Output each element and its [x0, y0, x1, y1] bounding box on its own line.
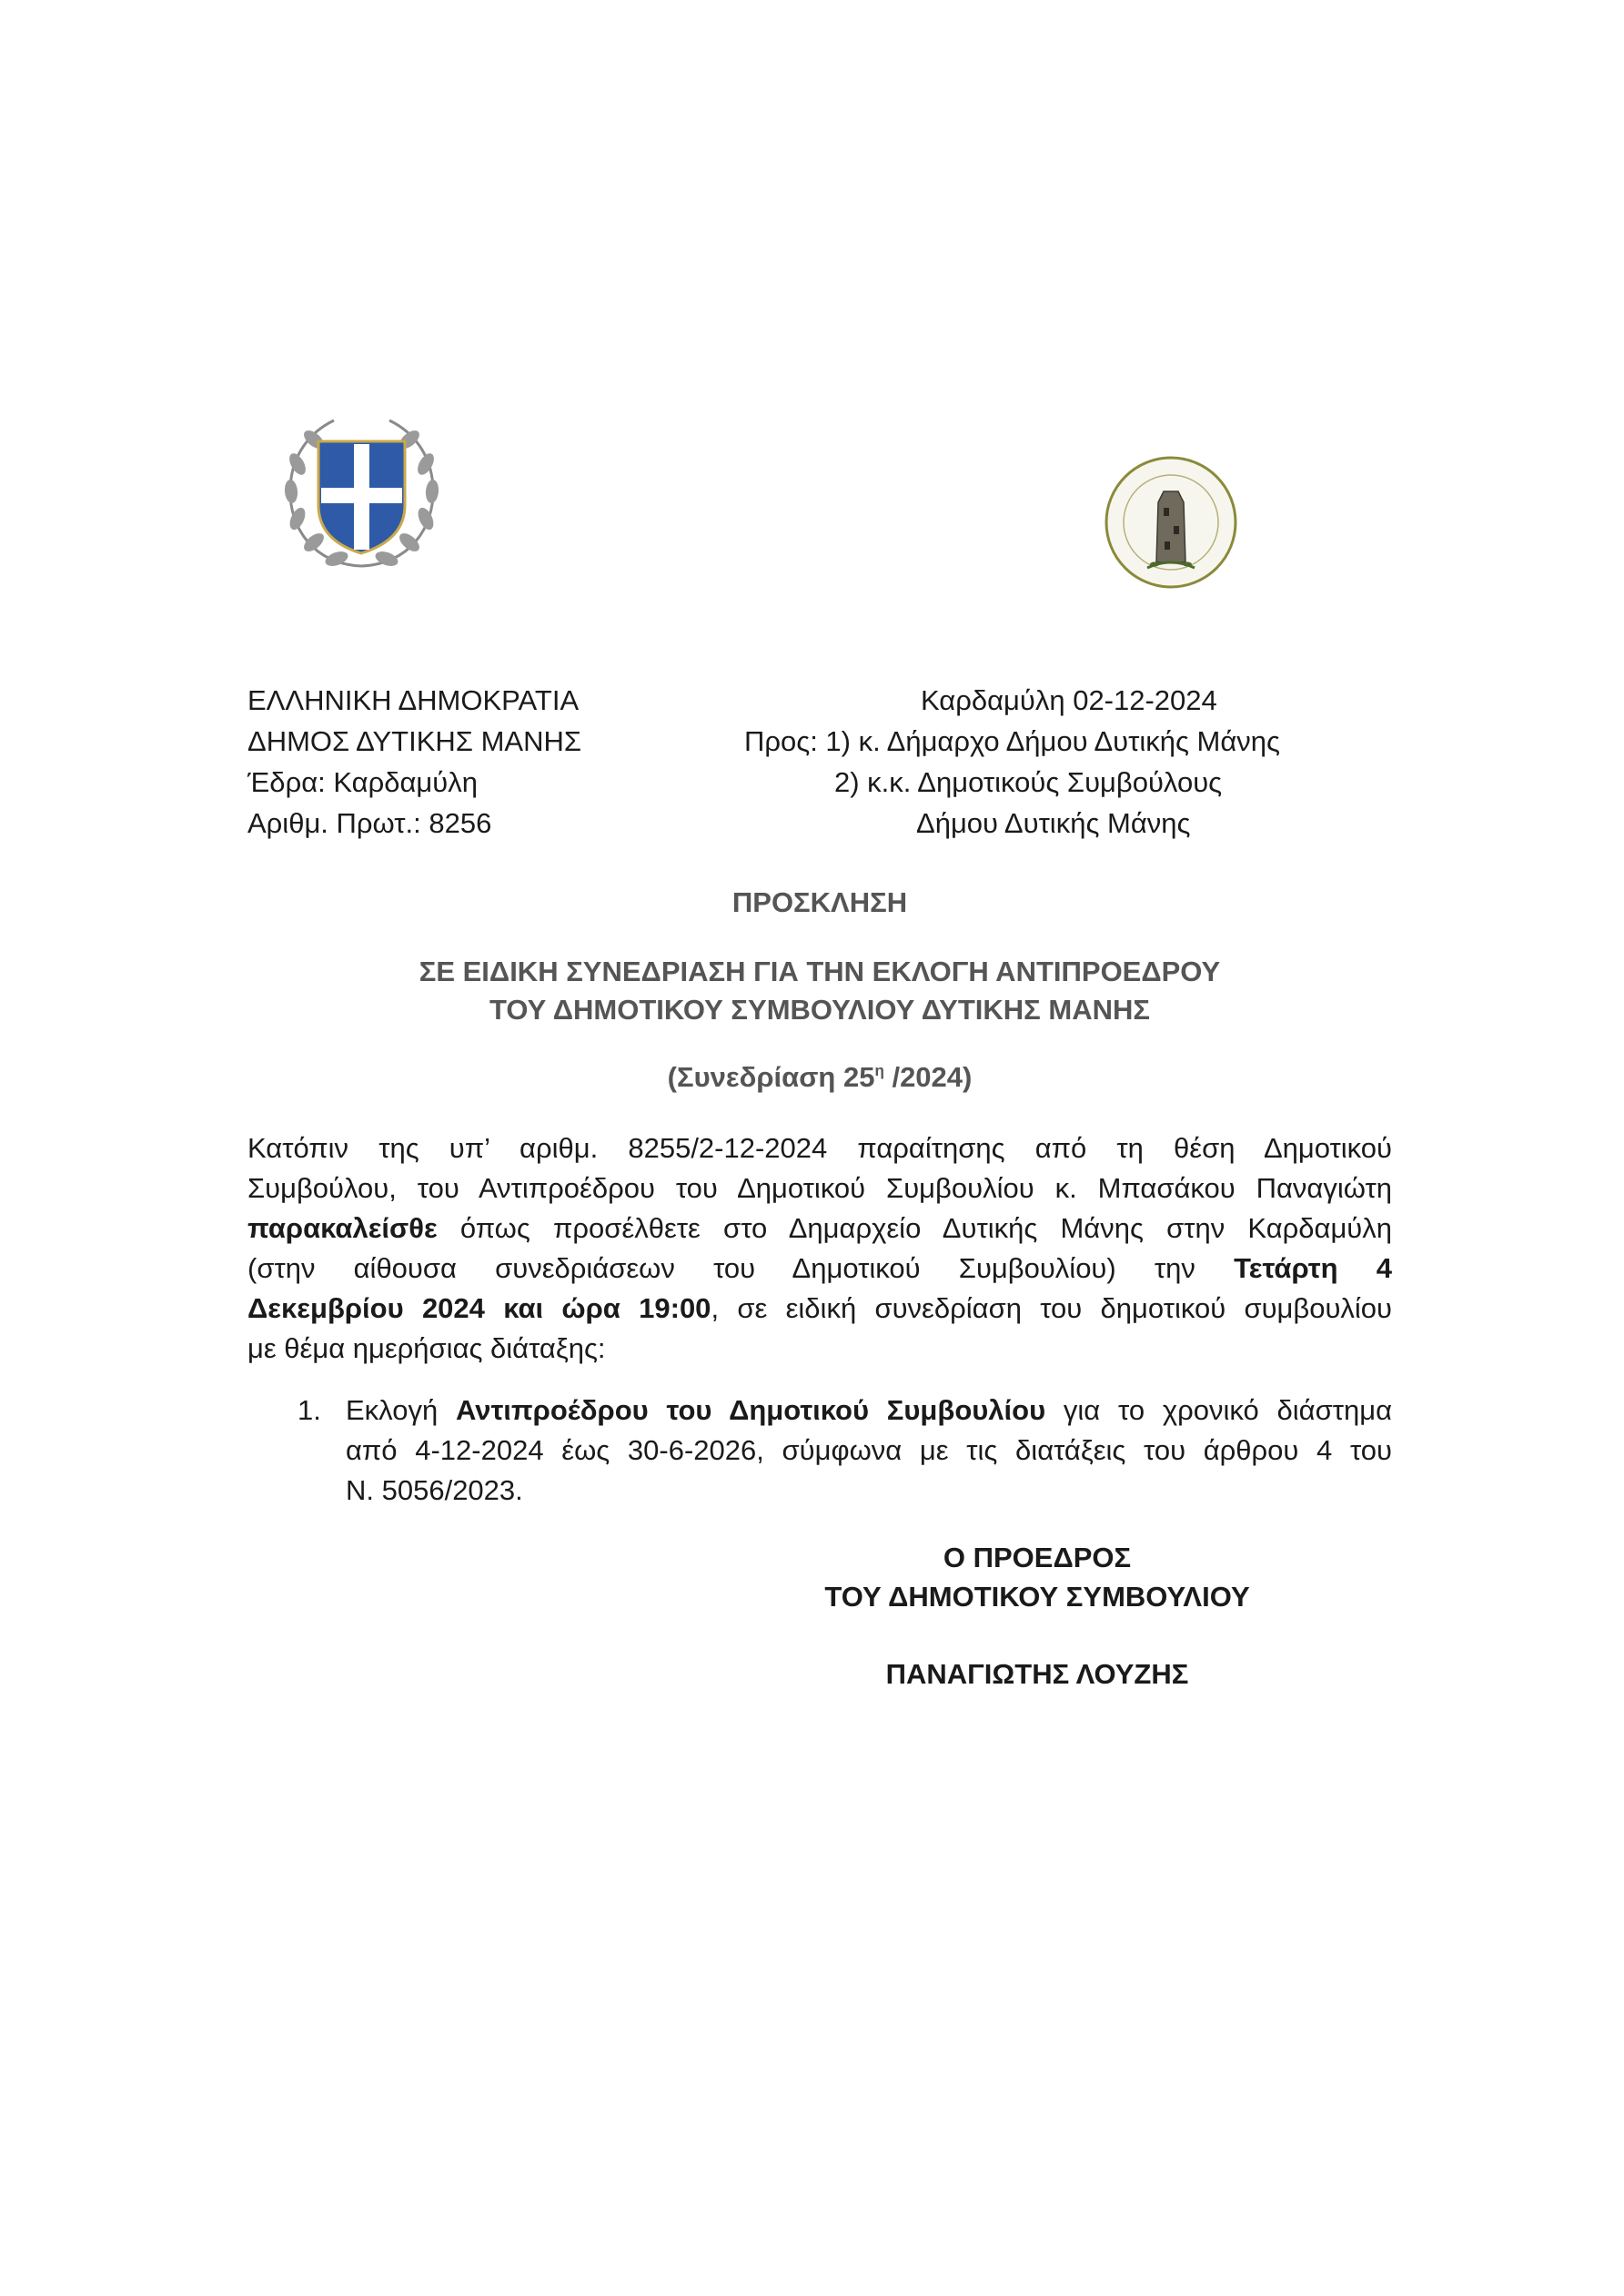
signatory-name: ΠΑΝΑΓΙΩΤΗΣ ΛΟΥΖΗΣ: [885, 1658, 1189, 1690]
signature-title-1: Ο ΠΡΟΕΔΡΟΣ: [943, 1542, 1132, 1573]
recipient-2: 2) κ.κ. Δημοτικούς Συμβούλους: [834, 766, 1223, 798]
subtitle-line-2: ΤΟΥ ΔΗΜΟΤΙΚΟΥ ΣΥΜΒΟΥΛΙΟΥ ΔΥΤΙΚΗΣ ΜΑΝΗΣ: [489, 994, 1150, 1026]
recipient-2-cont: Δήμου Δυτικής Μάνης: [916, 807, 1191, 839]
body-line-4: (στην αίθουσα συνεδριάσεων του Δημοτικού Συμβουλίου) την Τετάρτη 4: [247, 1252, 1392, 1284]
agenda-item-line-1: Εκλογή Αντιπροέδρου του Δημοτικού Συμβουλίου για το χρονικό διάστημα: [346, 1394, 1392, 1426]
signature-title-2: ΤΟΥ ΔΗΜΟΤΙΚΟΥ ΣΥΜΒΟΥΛΙΟΥ: [824, 1581, 1250, 1613]
protocol-number: Αριθμ. Πρωτ.: 8256: [247, 807, 492, 839]
body-line-3: παρακαλείσθε όπως προσέλθετε στο Δημαρχείο Δυτικής Μάνης στην Καρδαμύλη: [247, 1212, 1392, 1244]
session-number: (Συνεδρίαση $25^\eta$ /2024): [667, 1061, 973, 1093]
agenda-item-number: 1.: [298, 1394, 321, 1426]
agenda-item-line-3: Ν. 5056/2023.: [346, 1474, 523, 1506]
body-line-2: Συμβούλου, του Αντιπροέδρου του Δημοτικού Συμβουλίου κ. Μπασάκου Παναγιώτη: [247, 1172, 1392, 1204]
body-line-6: με θέμα ημερήσιας διάταξης:: [247, 1332, 606, 1364]
body-line-5: Δεκεμβρίου 2024 και ώρα 19:00, σε ειδική συνεδρίαση του δημοτικού συμβουλίου: [247, 1292, 1392, 1324]
agenda-item-line-2: από 4-12-2024 έως 30-6-2026, σύμφωνα με τις διατάξεις του άρθρου 4 του: [346, 1434, 1392, 1466]
document-date: Καρδαμύλη 02-12-2024: [921, 684, 1217, 716]
header-left-line-3: Έδρα: Καρδαμύλη: [247, 766, 478, 798]
subtitle-line-1: ΣΕ ΕΙΔΙΚΗ ΣΥΝΕΔΡΙΑΣΗ ΓΙΑ ΤΗΝ ΕΚΛΟΓΗ ΑΝΤΙΠΡΟΕΔΡΟΥ: [419, 956, 1221, 987]
document-title: ΠΡΟΣΚΛΗΣΗ: [731, 886, 908, 918]
greek-emblem-logo: [277, 410, 446, 578]
header-left-line-2: ΔΗΜΟΣ ΔΥΤΙΚΗΣ ΜΑΝΗΣ: [247, 725, 582, 757]
municipality-seal-logo: [1104, 455, 1238, 590]
body-line-1: Κατόπιν της υπ’ αριθμ. 8255/2-12-2024 παραίτησης από τη θέση Δημοτικού: [247, 1132, 1392, 1164]
header-left-line-1: ΕΛΛΗΝΙΚΗ ΔΗΜΟΚΡΑΤΙΑ: [247, 684, 580, 716]
recipient-1: Προς: 1) κ. Δήμαρχο Δήμου Δυτικής Μάνης: [744, 725, 1280, 757]
